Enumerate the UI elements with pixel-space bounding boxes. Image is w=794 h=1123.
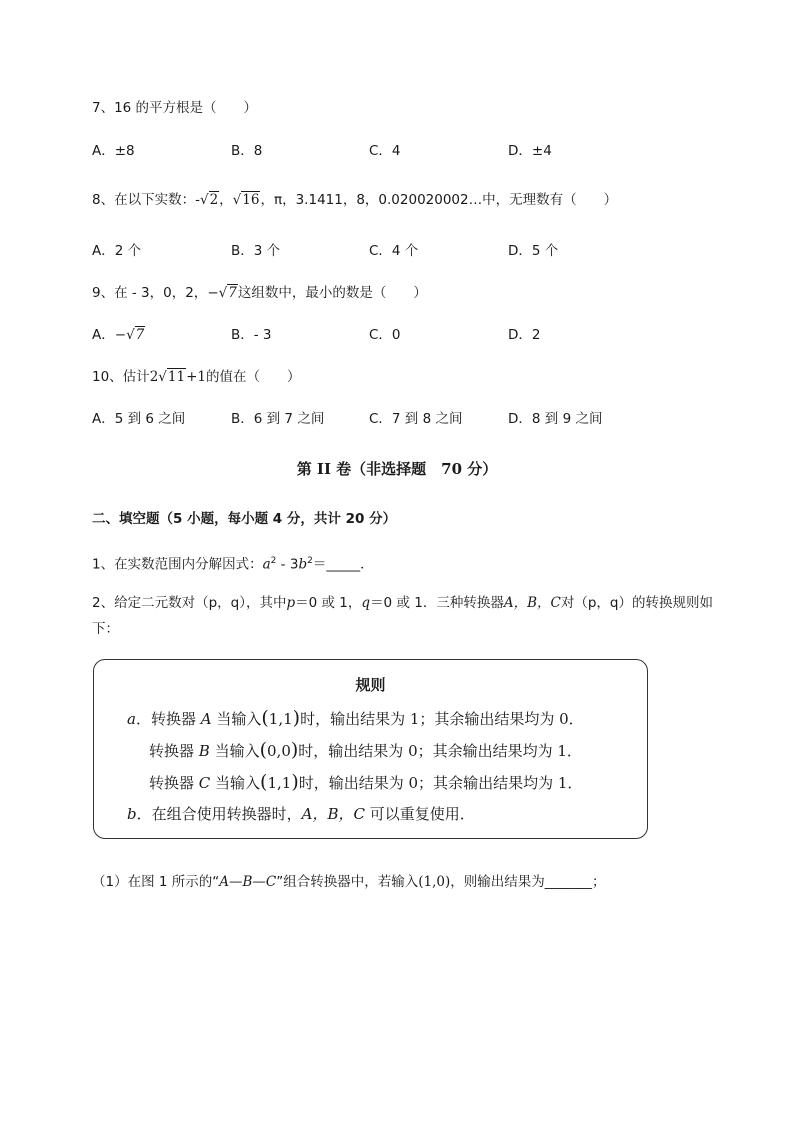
fill-q1-suffix: ＝_____．: [312, 556, 374, 573]
rule-text: 时，输出结果为 1；其余输出结果均为 0．: [300, 710, 584, 728]
exp: 2: [307, 556, 313, 566]
fill-q2-text: ＝0 或 1，: [295, 595, 362, 611]
paren-open: (: [260, 771, 268, 793]
q7-option-b: B．8: [231, 143, 263, 159]
q8-option-b: B．3 个: [231, 243, 281, 259]
minus: - 3: [276, 556, 299, 573]
paren-open: (: [259, 739, 268, 761]
rule-input: 0,0: [267, 742, 291, 760]
q9-option-b: B．- 3: [231, 327, 272, 343]
rule-text: 转换器: [149, 742, 199, 760]
rules-title: 规则: [355, 676, 386, 694]
q10-coef: 2: [149, 369, 159, 385]
fill-q2-text: 2、给定二元数对（p，q），其中: [92, 595, 287, 611]
converter-a: A: [200, 710, 212, 728]
sub1-input: (1,0): [418, 874, 451, 890]
sqrt-sign: √: [232, 192, 242, 208]
converter-b: B: [198, 742, 210, 760]
paren-open: (: [261, 707, 269, 729]
q7-option-a: A．±8: [92, 143, 135, 159]
converter-chain: A—B—C: [219, 874, 277, 890]
fill-q1: [92, 551, 374, 575]
q10-stem: [92, 367, 300, 387]
fill-q2-sub1: [92, 872, 606, 892]
q8-sqrt16: 16: [242, 192, 260, 208]
exp: 2: [270, 556, 277, 566]
paren-close: ): [290, 739, 299, 761]
converters: A，B，C: [301, 805, 365, 823]
rule-b: [127, 803, 475, 825]
q10-suffix: 的值在（ ）: [205, 369, 301, 385]
rule-b1: [149, 739, 582, 762]
sub1-text: ，则输出结果为_______；: [450, 874, 606, 890]
q7-option-c: C．4: [369, 143, 401, 159]
rule-text: 转换器: [149, 774, 199, 792]
rule-input: 1,1: [267, 774, 292, 792]
rule-label: b: [127, 805, 137, 823]
q10-plus: +1: [186, 369, 206, 385]
fill-q2-text: ＝0 或 1．三种转换器: [370, 595, 504, 611]
q9-option-d: D．2: [508, 327, 541, 343]
q10-prefix: 10、估计: [92, 369, 150, 385]
rule-text: 时，输出结果为 0；其余输出结果均为 1．: [298, 774, 583, 792]
q8-option-c: C．4 个: [369, 243, 419, 259]
section-title: 第 II 卷（非选择题 70 分）: [296, 460, 498, 478]
var-p: p: [286, 595, 296, 611]
q8-stem: [92, 190, 617, 210]
sqrt-sign: √: [126, 327, 135, 343]
fill-q1-prefix: 1、在实数范围内分解因式：: [92, 556, 263, 573]
rule-a: [127, 707, 584, 730]
q8-sep: ，: [219, 192, 233, 208]
q9-suffix: 这组数中，最小的数是（ ）: [237, 285, 427, 301]
q8-rest: ，π，3.1411，8，0.020020002…中，无理数有（ ）: [260, 192, 618, 208]
q9-neg: −: [207, 285, 219, 301]
rule-text: 可以重复使用．: [364, 805, 475, 823]
paren-close: ): [292, 707, 301, 729]
converter-c: C: [198, 774, 211, 792]
rule-text: ．在组合使用转换器时，: [136, 805, 302, 823]
sub1-text: ”组合转换器中，若输入: [276, 874, 419, 890]
sqrt-sign: √: [218, 285, 228, 301]
rule-text: 当输入: [210, 774, 261, 792]
q10-sqrt11: 11: [167, 369, 186, 385]
q9-option-a-label: A．: [92, 327, 115, 343]
var-q: q: [361, 595, 371, 611]
part-heading: 二、填空题（5 小题，每小题 4 分，共计 20 分）: [92, 511, 397, 527]
q10-option-d: D．8 到 9 之间: [508, 411, 603, 427]
q9-option-a: [92, 325, 145, 345]
rule-text: ．转换器: [135, 710, 201, 728]
rule-c1: [149, 771, 582, 794]
q9-option-a-sqrt: 7: [135, 327, 145, 343]
rule-text: 时，输出结果为 0；其余输出结果均为 1．: [298, 742, 582, 760]
fill-q2-line2: 下：: [92, 621, 119, 637]
fill-q2-line1: [92, 593, 713, 613]
fill-q2-text: 对（p，q）的转换规则如: [560, 595, 713, 611]
paren-close: ): [291, 771, 299, 793]
sqrt-sign: √: [199, 192, 209, 208]
rule-text: 当输入: [209, 742, 260, 760]
sub1-text: （1）在图 1 所示的“: [92, 874, 220, 890]
q8-option-a: A．2 个: [92, 243, 142, 259]
q7-option-d: D．±4: [508, 143, 552, 159]
q9-sqrt7: 7: [228, 285, 237, 301]
rule-text: 当输入: [211, 710, 262, 728]
q7-stem: 7、16 的平方根是（ ）: [92, 100, 258, 116]
q10-option-a: A．5 到 6 之间: [92, 411, 186, 427]
q9-option-a-neg: −: [114, 327, 127, 343]
q9-option-c: C．0: [369, 327, 401, 343]
q8-option-d: D．5 个: [508, 243, 559, 259]
rules-box: [93, 659, 648, 839]
rule-input: 1,1: [268, 710, 293, 728]
q9-prefix: 9、在 - 3，0，2，: [92, 285, 208, 301]
q10-option-c: C．7 到 8 之间: [369, 411, 463, 427]
q8-sqrt2: 2: [209, 192, 219, 208]
q9-stem: [92, 283, 427, 303]
q8-prefix: 8、在以下实数：-: [92, 192, 200, 208]
rule-label: a: [127, 710, 136, 728]
sqrt-sign: √: [158, 369, 167, 385]
converters: A，B，C: [503, 595, 561, 611]
var-a: a: [262, 556, 271, 573]
q10-option-b: B．6 到 7 之间: [231, 411, 325, 427]
var-b: b: [298, 556, 308, 573]
